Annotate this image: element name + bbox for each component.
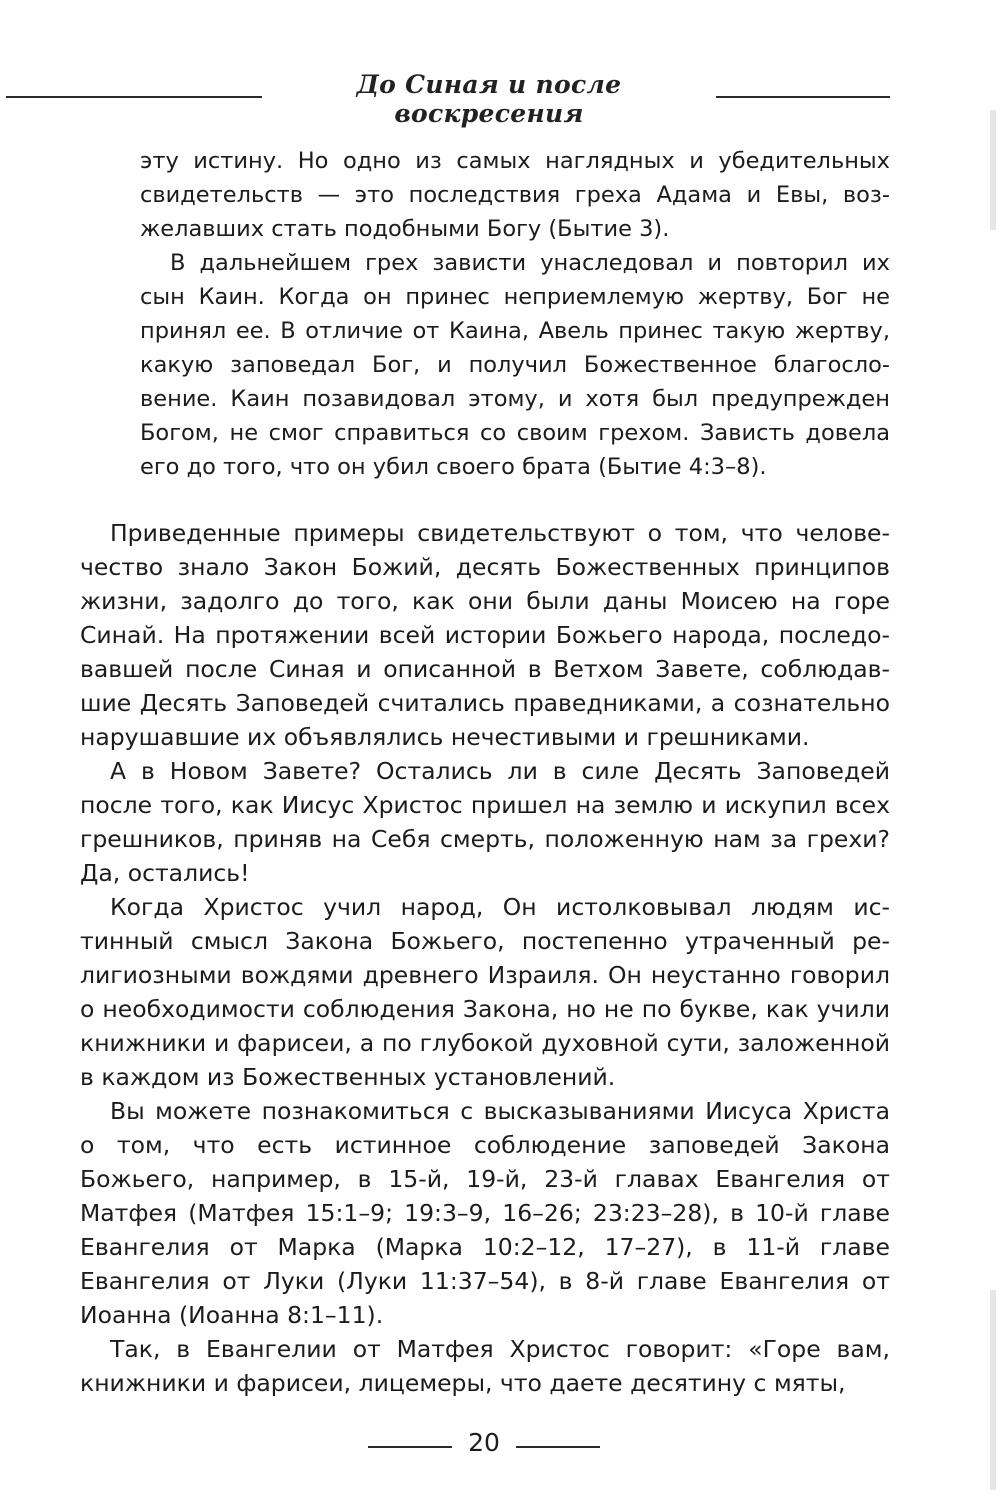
running-title: До Синая и после воскресения (356, 70, 622, 128)
paragraph: эту истину. Но одно из самых наглядных и убедительных свидетельств — это последствия греха Адама и Евы, возжелавших стать подобными Богу (Бытие 3). (140, 148, 890, 242)
footer-rule-left (368, 1446, 452, 1448)
page-footer (0, 1426, 1000, 1462)
header-rule-right (716, 96, 890, 98)
indented-block (140, 144, 890, 484)
footer-rule-right (516, 1446, 600, 1448)
page-number: 20 (468, 1428, 500, 1457)
paragraph: А в Новом Завете? Остались ли в силе Десять Заповедей после того, как Иисус Христос пришел на землю и искупил всех грешников, приняв на Себя смерть, положенную нам за грехи? Да, остались! (80, 757, 890, 887)
running-header (0, 66, 1000, 128)
page-edge-shadow (990, 1290, 996, 1490)
paragraph: Так, в Евангелии от Матфея Христос говорит: «Горе вам, книжники и фарисеи, лицемеры, что даете десятину с мяты, (80, 1335, 890, 1397)
paragraph: Когда Христос учил народ, Он истолковывал людям истинный смысл Закона Божьего, постепенно утраченный религиозными вождями древнего Израиля. Он неустанно говорил о необходимости соблюдения Закона, но не по букве, как учили книжники и фарисеи, а по глубокой духовной сути, заложенной в каждом из Божественных установлений. (80, 893, 890, 1091)
main-text-block (80, 516, 890, 1400)
header-rule-left (6, 96, 262, 98)
paragraph: Вы можете познакомиться с высказываниями Иисуса Христа о том, что есть истинное соблюдение заповедей Закона Божьего, например, в 15-й, 19-й, 23-й главах Евангелия от Матфея (Матфея 15:1–9; 19:3–9, 16–26; 23:23–28), в 10-й главе Евангелия от Марка (Марка 10:2–12, 17–27), в 11-й главе Евангелия от Луки (Луки 11:37–54), в 8-й главе Евангелия от Иоанна (Иоанна 8:1–11). (80, 1097, 890, 1329)
paragraph: В дальнейшем грех зависти унаследовал и повторил их сын Каин. Когда он принес неприемлемую жертву, Бог не принял ее. В отличие от Каина, Авель принес такую жертву, какую заповедал Бог, и получил Божественное благословение. Каин позавидовал этому, и хотя был предупрежден Богом, не смог справиться со своим грехом. Зависть довела его до того, что он убил своего брата (Бытие 4:3–8). (140, 250, 890, 480)
page-edge-shadow (990, 110, 996, 230)
paragraph: Приведенные примеры свидетельствуют о том, что человечество знало Закон Божий, десять Божественных принципов жизни, задолго до того, как они были даны Моисею на горе Синай. На протяжении всей истории Божьего народа, последовавшей после Синая и описанной в Ветхом Завете, соблюдавшие Десять Заповедей считались праведниками, а сознательно нарушавшие их объявлялись нечестивыми и грешниками. (80, 519, 890, 751)
